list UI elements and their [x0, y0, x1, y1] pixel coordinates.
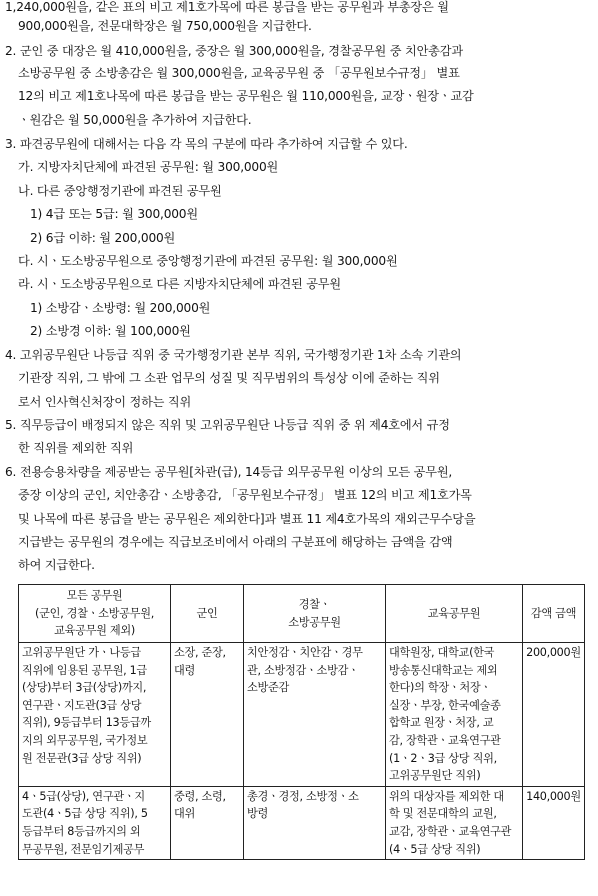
text-line: 소방공무원 중 소방총감은 월 300,000원을, 교육공무원 중 「공무원보수규정」 별표	[18, 66, 460, 80]
cell-text-line: (4ㆍ5급 상당 직위)	[389, 842, 481, 856]
text-line: 기관장 직위, 그 밖에 그 소관 업무의 성질 및 직무범위의 특성상 이에 준하는 직위	[18, 371, 440, 385]
text-line: 라. 시ㆍ도소방공무원으로 다른 지방자치단체에 파견된 공무원	[18, 277, 341, 291]
table-row	[19, 643, 585, 787]
header-all-officials	[19, 585, 171, 643]
cell-text-line: 4ㆍ5급(상당), 연구관ㆍ지	[22, 789, 145, 803]
cell-text-line: 대위	[174, 807, 196, 821]
reduction-table	[18, 584, 585, 860]
cell-text-line: 소방공무원	[288, 615, 341, 629]
cell-text-line: (군인, 경찰ㆍ소방공무원,	[35, 606, 154, 620]
cell-text-line: 지의 외무공무원, 국가정보	[22, 733, 148, 747]
text-line: 2) 6급 이하: 월 200,000원	[30, 231, 176, 245]
header-reduction-amount	[523, 585, 585, 643]
cell-text-line: 소장, 준장,	[174, 646, 226, 659]
text-line: 하여 지급한다.	[18, 558, 95, 572]
text-line: 중장 이상의 군인, 치안총감ㆍ소방총감, 「공무원보수규정」 별표 12의 비고 제1호가목	[18, 488, 472, 502]
cell-text-line: 감액 금액	[530, 606, 577, 620]
cell-text-line: 무공무원, 전문임기제공무	[22, 842, 145, 856]
cell-text-line: 도관(4ㆍ5급 상당 직위), 5	[22, 807, 148, 821]
cell-text-line: 등급부터 8등급까지의 외	[22, 824, 141, 838]
text-line: 6. 전용승용차량을 제공받는 공무원[차관(급), 14등급 외무공무원 이상의 모든 공무원,	[5, 465, 453, 479]
cell-text-line: 고위공무원단 직위)	[389, 769, 481, 783]
cell-text-line: 교감, 장학관ㆍ교육연구관	[389, 824, 512, 838]
text-line: 2) 소방경 이하: 월 100,000원	[30, 324, 191, 338]
cell-text-line: 직위), 9등급부터 13등급까	[22, 716, 151, 730]
cell-text-line: 방송통신대학교는 제외	[389, 663, 498, 677]
row1-amount	[523, 643, 585, 787]
text-line: ㆍ원감은 월 50,000원을 추가하여 지급한다.	[18, 113, 252, 127]
text-line: 나. 다른 중앙행정기관에 파견된 공무원	[18, 184, 222, 198]
cell-text-line: 방령	[247, 807, 269, 821]
cell-text-line: 고위공무원단 가ㆍ나등급	[22, 646, 141, 659]
row1-education	[386, 643, 523, 787]
table-row	[19, 786, 585, 859]
cell-text-line: 위의 대상자를 제외한 대	[389, 789, 504, 803]
row1-all-officials	[19, 643, 171, 787]
cell-text-line: 군인	[196, 606, 218, 620]
cell-text-line: 소방준감	[247, 681, 290, 695]
cell-text-line: (상당)부터 3급(상당)까지,	[22, 681, 147, 695]
cell-text-line: 실장ㆍ부장, 한국예술종	[389, 698, 501, 712]
header-military	[171, 585, 244, 643]
cell-text-line: 학 및 전문대학의 교원,	[389, 807, 497, 821]
cell-text-line: 직위에 임용된 공무원, 1급	[22, 663, 147, 677]
cell-text-line: 대학원장, 대학교(한국	[389, 646, 495, 659]
cell-text-line: 한다)의 학장ㆍ처장ㆍ	[389, 681, 491, 695]
header-police-fire	[244, 585, 386, 643]
row1-military	[171, 643, 244, 787]
table-header-row	[19, 585, 585, 643]
cell-text-line: 140,000원	[526, 789, 581, 803]
cell-text-line: 합학교 원장ㆍ처장, 교	[389, 716, 494, 730]
cell-text-line: (1ㆍ2ㆍ3급 상당 직위,	[389, 751, 497, 765]
text-line: 2. 군인 중 대장은 월 410,000원을, 중장은 월 300,000원을, 경찰공무원 중 치안총감과	[5, 44, 463, 58]
cell-text-line: 200,000원	[526, 646, 581, 659]
row2-military	[171, 786, 244, 859]
text-line: 1,240,000원을, 같은 표의 비고 제1호가목에 따른 봉급을 받는 공무원과 부총장은 월	[5, 0, 449, 14]
row2-police-fire	[244, 786, 386, 859]
cell-text-line: 원 전문관(3급 상당 직위)	[22, 751, 142, 765]
cell-text-line: 대령	[174, 663, 196, 677]
cell-text-line: 관, 소방정감ㆍ소방감ㆍ	[247, 663, 359, 677]
cell-text-line: 연구관ㆍ지도관(3급 상당	[22, 698, 142, 712]
cell-text-line: 교육공무원	[427, 606, 481, 620]
cell-text-line: 감, 장학관ㆍ교육연구관	[389, 733, 501, 747]
cell-text-line: 모든 공무원	[66, 589, 123, 603]
text-line: 3. 파견공무원에 대해서는 다음 각 목의 구분에 따라 추가하여 지급할 수 있다.	[5, 137, 408, 151]
cell-text-line: 중령, 소령,	[174, 789, 226, 803]
row1-police-fire	[244, 643, 386, 787]
text-line: 및 나목에 따른 봉급을 받는 공무원은 제외한다]과 별표 11 제4호가목의 재외근무수당을	[18, 512, 476, 526]
text-line: 5. 직무등급이 배정되지 않은 직위 및 고위공무원단 나등급 직위 중 위 제4호에서 규정	[5, 418, 450, 432]
row2-amount	[523, 786, 585, 859]
text-line: 4. 고위공무원단 나등급 직위 중 국가행정기관 본부 직위, 국가행정기관 1차 소속 기관의	[5, 348, 462, 362]
text-line: 로서 인사혁신처장이 정하는 직위	[18, 395, 192, 409]
text-line: 다. 시ㆍ도소방공무원으로 중앙행정기관에 파견된 공무원: 월 300,000원	[18, 254, 398, 268]
text-line: 1) 소방감ㆍ소방령: 월 200,000원	[30, 301, 211, 315]
text-line: 900,000원을, 전문대학장은 월 750,000원을 지급한다.	[18, 19, 312, 33]
cell-text-line: 치안정감ㆍ치안감ㆍ경무	[247, 646, 363, 659]
text-line: 1) 4급 또는 5급: 월 300,000원	[30, 207, 198, 221]
text-line: 가. 지방자치단체에 파견된 공무원: 월 300,000원	[18, 160, 279, 174]
text-line: 한 직위를 제외한 직위	[18, 441, 134, 455]
cell-text-line: 교육공무원 제외)	[54, 624, 135, 638]
row2-education	[386, 786, 523, 859]
text-line: 12의 비고 제1호나목에 따른 봉급을 받는 공무원은 월 110,000원을, 교장ㆍ원장ㆍ교감	[18, 89, 474, 103]
row2-all-officials	[19, 786, 171, 859]
text-line: 지급받는 공무원의 경우에는 직급보조비에서 아래의 구분표에 해당하는 금액을 감액	[18, 535, 453, 549]
cell-text-line: 경찰ㆍ	[298, 597, 331, 611]
header-education	[386, 585, 523, 643]
cell-text-line: 총경ㆍ경정, 소방정ㆍ소	[247, 789, 359, 803]
